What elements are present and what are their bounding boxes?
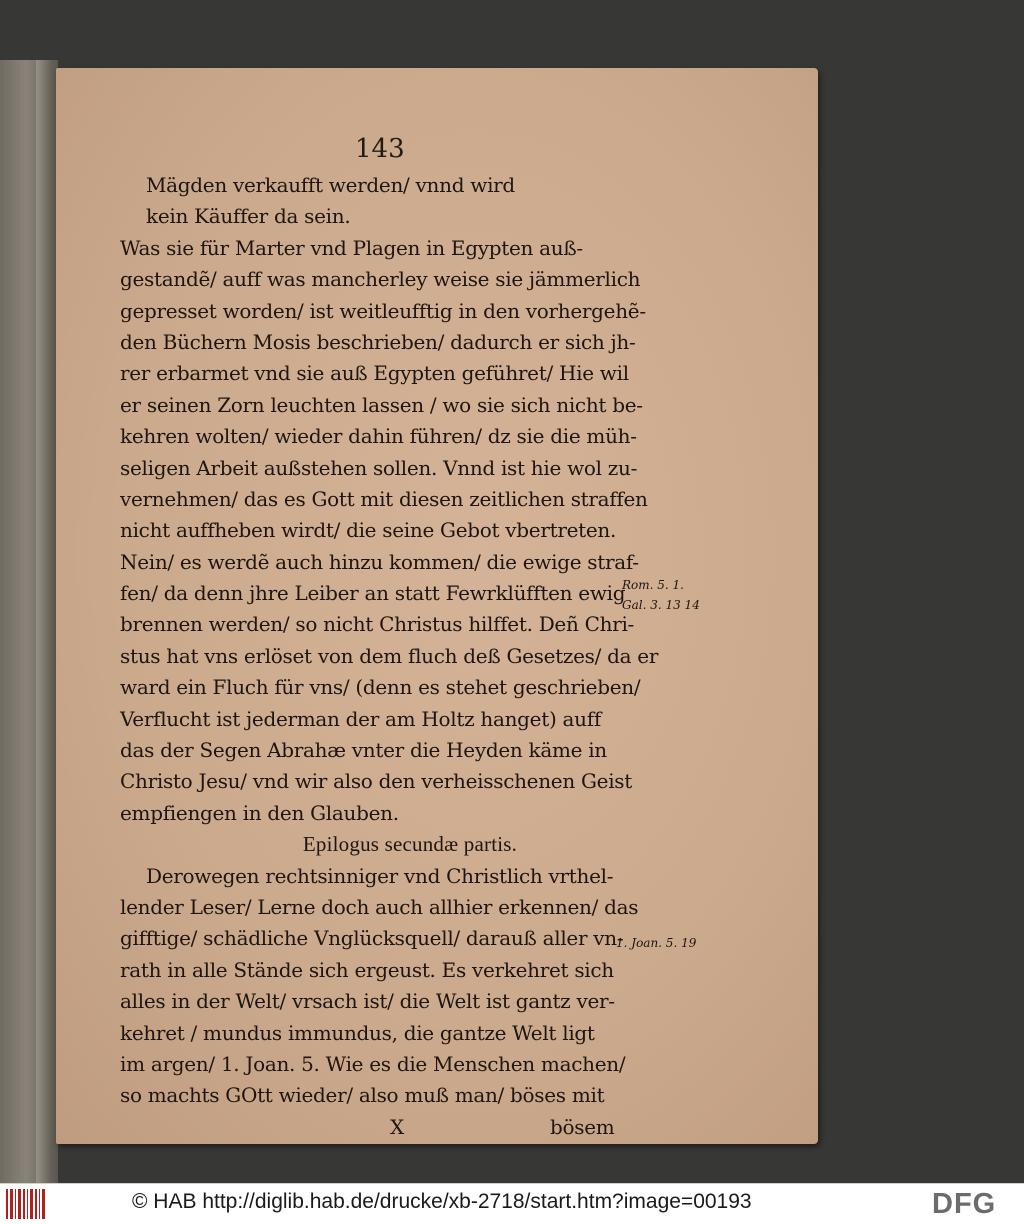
footer-bar <box>0 1183 1024 1224</box>
text-line: alles in der Welt/ vrsach ist/ die Welt ist gantz ver- <box>120 989 615 1014</box>
text-line: brennen werden/ so nicht Christus hilffet. Deñ Chri- <box>120 612 635 637</box>
barcode-icon <box>6 1189 46 1219</box>
text-line: rer erbarmet vnd sie auß Egypten geführet/ Hie wil <box>120 361 629 386</box>
margin-note-rom: Rom. 5. 1. <box>622 578 684 592</box>
page-edge-highlight <box>36 60 50 1183</box>
text-line: kehren wolten/ wieder dahin führen/ dz sie die müh- <box>120 424 637 449</box>
text-line: im argen/ 1. Joan. 5. Wie es die Menschen machen/ <box>120 1051 626 1076</box>
catch-line <box>120 1112 640 1143</box>
paragraph-epilogue <box>120 861 640 1112</box>
text-line: Mägden verkaufft werden/ vnnd wird <box>146 173 515 197</box>
text-line: nicht auffheben wirdt/ die seine Gebot vbertreten. <box>120 518 617 543</box>
text-line: fen/ da denn jhre Leiber an statt Fewrklüfften ewig <box>120 581 626 606</box>
page-number: 143 <box>355 134 405 164</box>
margin-note-gal: Gal. 3. 13 14 <box>622 598 700 612</box>
section-heading: Epilogus secundæ partis. <box>302 832 518 857</box>
copyright-link[interactable]: © HAB http://diglib.hab.de/drucke/xb-2718/start.htm?image=00193 <box>132 1190 752 1213</box>
text-line: gepresset worden/ ist weitleufftig in den vorhergehẽ- <box>120 298 646 323</box>
dfg-logo: DFG <box>932 1188 997 1220</box>
text-line: Was sie für Marter vnd Plagen in Egypten auß- <box>120 235 583 260</box>
text-line: seligen Arbeit außstehen sollen. Vnnd ist hie wol zu- <box>120 455 638 480</box>
text-line: das der Segen Abrahæ vnter die Heyden käme in <box>120 738 607 763</box>
text-line: Verflucht ist jederman der am Holtz hanget) auff <box>120 706 601 731</box>
text-line: ward ein Fluch für vns/ (denn es stehet geschrieben/ <box>120 675 641 700</box>
text-line: rath in alle Stände sich ergeust. Es verkehret sich <box>120 957 614 982</box>
signature-mark: X <box>390 1114 404 1139</box>
catchword: bösem <box>550 1114 615 1139</box>
text-line: Derowegen rechtsinniger vnd Christlich vrthel- <box>146 863 614 888</box>
text-line: vernehmen/ das es Gott mit diesen zeitlichen straffen <box>120 486 648 511</box>
text-line: empfiengen in den Glauben. <box>120 800 399 825</box>
text-line: so machts GOtt wieder/ also muß man/ böses mit <box>120 1083 605 1108</box>
text-line: den Büchern Mosis beschrieben/ dadurch er sich jh- <box>120 329 636 354</box>
left-page-edges <box>0 60 58 1183</box>
text-line: er seinen Zorn leuchten lassen / wo sie sich nicht be- <box>120 392 643 417</box>
text-line: kein Käuffer da sein. <box>146 204 351 229</box>
margin-note-joan: 1. Joan. 5. 19 <box>616 936 697 950</box>
text-line: gifftige/ schädliche Vnglücksquell/ darauß aller vn- <box>120 926 624 951</box>
text-line: Nein/ es werdẽ auch hinzu kommen/ die ewige straf- <box>120 549 639 574</box>
text-line: gestandẽ/ auff was mancherley weise sie jämmerlich <box>120 267 641 292</box>
text-line: Christo Jesu/ vnd wir also den verheisschenen Geist <box>120 769 632 794</box>
text-line: stus hat vns erlöset von dem fluch deß Gesetzes/ da er <box>120 643 659 668</box>
text-line: kehret / mundus immundus, die gantze Welt ligt <box>120 1020 595 1045</box>
text-line: lender Leser/ Lerne doch auch allhier erkennen/ das <box>120 894 639 919</box>
